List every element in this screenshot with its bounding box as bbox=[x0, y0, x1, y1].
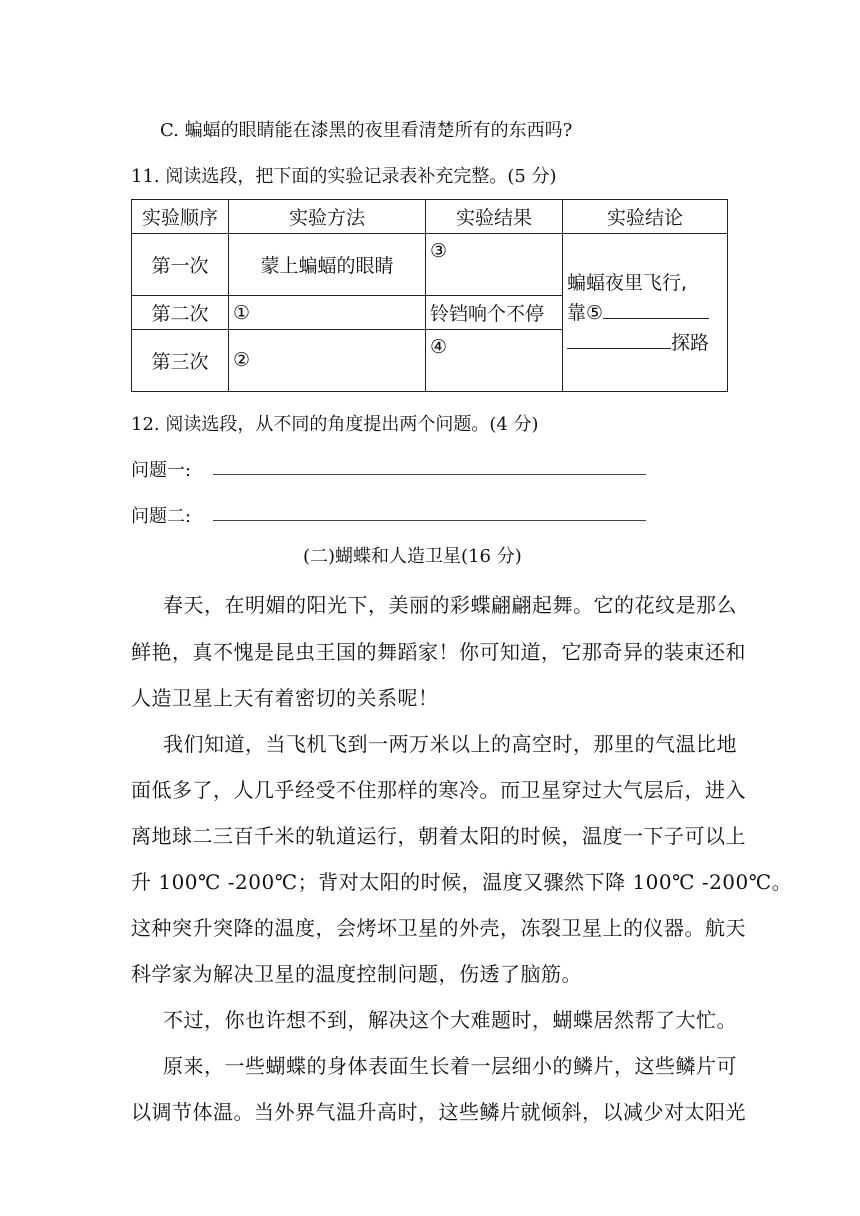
row1-result-blank: ③ bbox=[426, 234, 563, 296]
question-2-label: 问题二: bbox=[131, 506, 192, 527]
row3-order: 第三次 bbox=[132, 329, 229, 391]
question-11-prompt: 11. 阅读选段，把下面的实验记录表补充完整。(5 分) bbox=[131, 166, 557, 187]
paragraph-line: 面低多了，人几乎经受不住那样的寒冷。而卫星穿过大气层后，进入 bbox=[131, 778, 746, 802]
paragraph-line: 我们知道，当飞机飞到一两万米以上的高空时，那里的气温比地 bbox=[163, 732, 737, 756]
paragraph-line: 离地球二三百千米的轨道运行，朝着太阳的时候，温度一下子可以上 bbox=[131, 824, 746, 848]
header-method: 实验方法 bbox=[229, 200, 426, 234]
paragraph-line: 原来，一些蝴蝶的身体表面生长着一层细小的鳞片，这些鳞片可 bbox=[163, 1054, 737, 1078]
question-2-answer-line[interactable] bbox=[213, 520, 646, 521]
conclusion-prefix: 靠⑤ bbox=[567, 301, 604, 324]
section-title: (二)蝴蝶和人造卫星(16 分) bbox=[303, 546, 522, 567]
table-row bbox=[132, 234, 728, 296]
header-conclusion: 实验结论 bbox=[563, 200, 728, 234]
header-order: 实验顺序 bbox=[132, 200, 229, 234]
row2-order: 第二次 bbox=[132, 296, 229, 329]
question-1-answer-line[interactable] bbox=[213, 474, 646, 475]
paragraph-line: 人造卫星上天有着密切的关系呢！ bbox=[131, 686, 439, 710]
paragraph-line: 春天，在明媚的阳光下，美丽的彩蝶翩翩起舞。它的花纹是那么 bbox=[163, 593, 737, 617]
row2-method-blank: ① bbox=[229, 296, 426, 329]
paragraph-line: 以调节体温。当外界气温升高时，这些鳞片就倾斜，以减少对太阳光 bbox=[131, 1100, 746, 1124]
option-c: C. 蝙蝠的眼睛能在漆黑的夜里看清楚所有的东西吗? bbox=[160, 120, 573, 141]
conclusion-line2 bbox=[567, 298, 723, 328]
row3-result-blank: ④ bbox=[426, 329, 563, 391]
paragraph-line: 升 100℃ -200℃；背对太阳的时候，温度又骤然下降 100℃ -200℃。 bbox=[131, 870, 793, 894]
question-12-prompt: 12. 阅读选段，从不同的角度提出两个问题。(4 分) bbox=[131, 414, 539, 435]
question-1-label: 问题一: bbox=[131, 460, 192, 481]
conclusion-line3 bbox=[567, 328, 723, 358]
paragraph-line: 科学家为解决卫星的温度控制问题，伤透了脑筋。 bbox=[131, 962, 582, 986]
conclusion-blank-1 bbox=[603, 318, 709, 319]
row3-method-blank: ② bbox=[229, 329, 426, 391]
row2-result: 铃铛响个不停 bbox=[426, 296, 563, 329]
conclusion-cell bbox=[563, 234, 728, 392]
experiment-record-table bbox=[131, 199, 728, 392]
header-result: 实验结果 bbox=[426, 200, 563, 234]
paragraph-line: 不过，你也许想不到，解决这个大难题时，蝴蝶居然帮了大忙。 bbox=[163, 1008, 737, 1032]
conclusion-suffix: 探路 bbox=[671, 331, 710, 354]
paragraph-line: 这种突升突降的温度，会烤坏卫星的外壳，冻裂卫星上的仪器。航天 bbox=[131, 916, 746, 940]
table-header-row bbox=[132, 200, 728, 234]
paragraph-line: 鲜艳，真不愧是昆虫王国的舞蹈家！你可知道，它那奇异的装束还和 bbox=[131, 640, 746, 664]
row1-order: 第一次 bbox=[132, 234, 229, 296]
row1-method: 蒙上蝙蝠的眼睛 bbox=[229, 234, 426, 296]
conclusion-blank-2 bbox=[567, 348, 671, 349]
conclusion-line1: 蝙蝠夜里飞行, bbox=[567, 271, 688, 294]
